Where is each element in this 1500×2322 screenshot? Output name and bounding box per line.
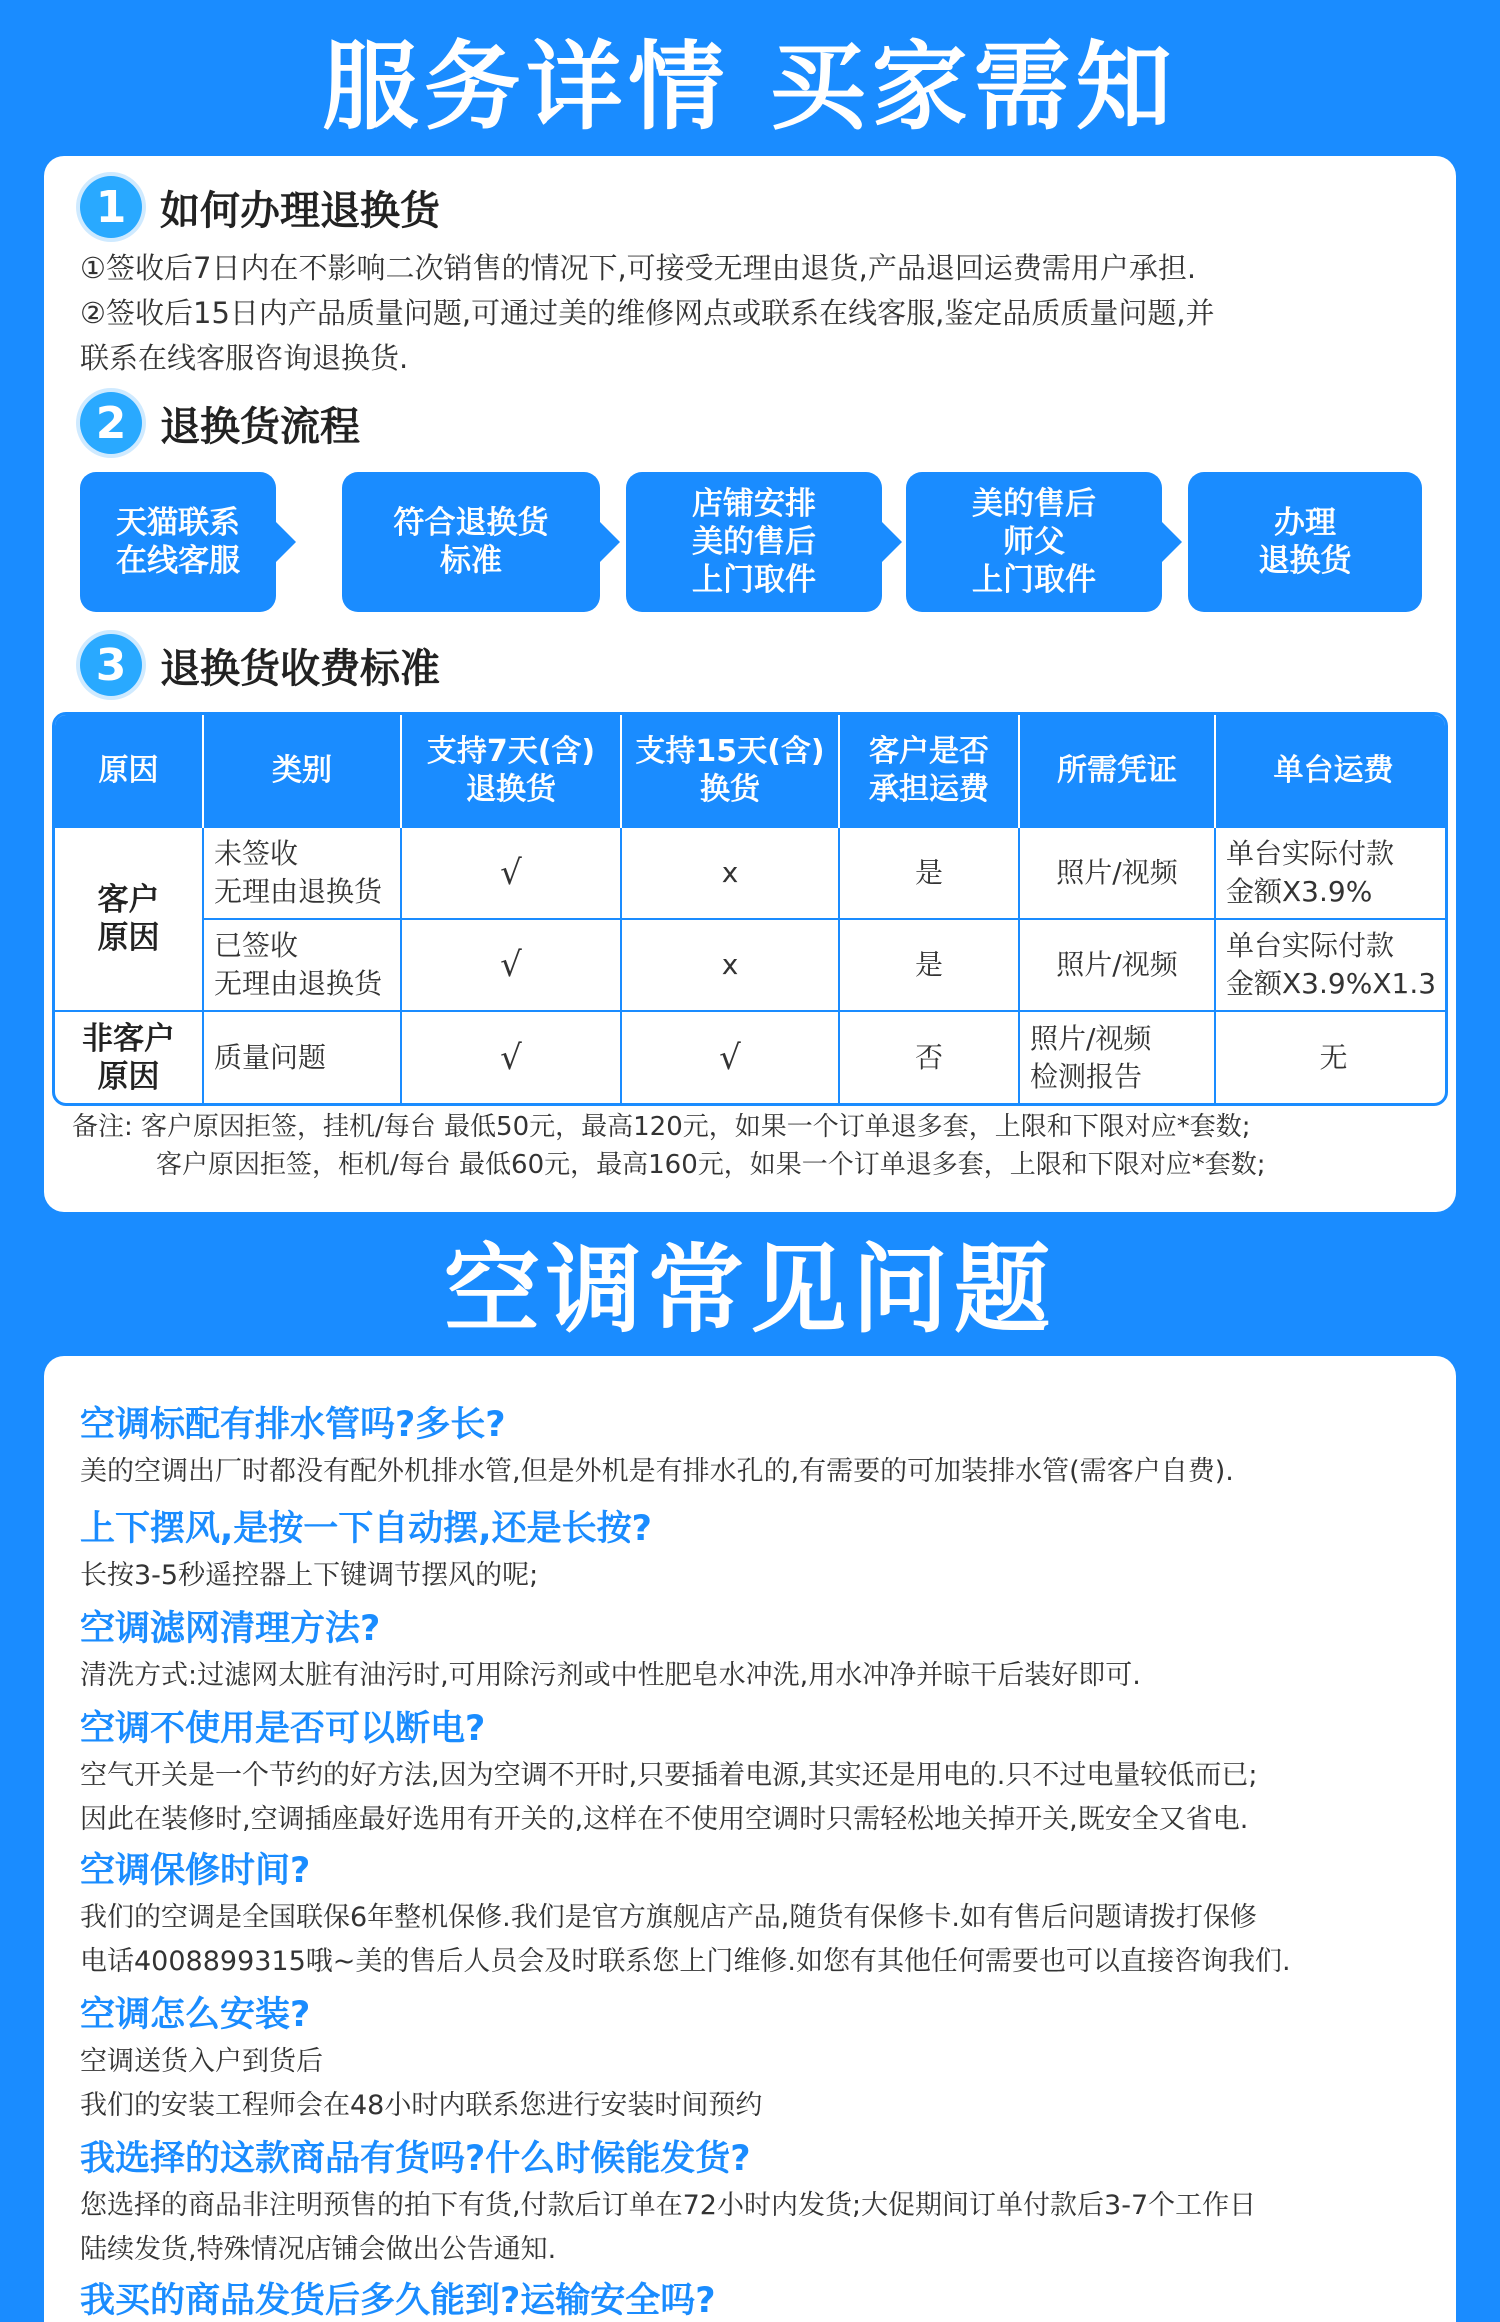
section-header-return-method [80,172,440,242]
faq-question: 我选择的这款商品有货吗?什么时候能发货? [80,2139,751,2179]
proof-cell: 照片/视频 [1019,919,1215,1011]
faq-question: 我买的商品发货后多久能到?运输安全吗? [80,2281,716,2321]
faq-item [80,2134,1440,2272]
column-header: 原因 [55,715,203,827]
policy-line: ②签收后15日内产品质量问题,可通过美的维修网点或联系在线客服,鉴定品质质量问题,并 [80,296,1215,330]
faq-item [80,1400,1440,1494]
table-row [55,827,1448,919]
support-15day-cell: √ [621,1011,839,1103]
column-header: 类别 [203,715,401,827]
return-policy-text [80,246,1430,381]
flow-arrow-icon [276,522,296,562]
freight-cell: 是 [839,827,1019,919]
freight-cell: 否 [839,1011,1019,1103]
support-15day-cell: x [621,827,839,919]
fee-cell: 单台实际付款 金额X3.9% [1215,827,1448,919]
note-line: 客户原因拒签，柜机/每台 最低60元，最高160元，如果一个订单退多套，上限和下限对应*套数; [156,1150,1266,1180]
reason-cell: 客户 原因 [55,827,203,1011]
freight-cell: 是 [839,919,1019,1011]
section-title: 退换货收费标准 [160,645,440,692]
fee-cell: 单台实际付款 金额X3.9%X1.3 [1215,919,1448,1011]
faq-question: 空调滤网清理方法? [80,1609,381,1649]
faq-question: 空调不使用是否可以断电? [80,1709,486,1749]
column-header: 单台运费 [1215,715,1448,827]
column-header: 支持7天(含) 退换货 [401,715,621,827]
category-cell: 未签收 无理由退换货 [203,827,401,919]
section-header-return-flow [80,388,360,458]
column-header: 所需凭证 [1019,715,1215,827]
number-badge: 2 [80,392,142,454]
fee-note [72,1108,1266,1184]
flow-arrow-icon [600,522,620,562]
faq-title: 空调常见问题 [444,1234,1056,1346]
faq-item [80,1846,1440,1984]
support-7day-cell: √ [401,1011,621,1103]
section-header-fee-standard [80,630,440,700]
flow-step: 店铺安排 美的售后 上门取件 [626,472,882,612]
faq-answer: 美的空调出厂时都没有配外机排水管,但是外机是有排水孔的,有需要的可加装排水管(需客户自费). [80,1456,1234,1487]
faq-question: 空调标配有排水管吗?多长? [80,1405,506,1445]
faq-answer: 我们的空调是全国联保6年整机保修.我们是官方旗舰店产品,随货有保修卡.如有售后问题请拨打保修 [80,1902,1257,1933]
flow-step: 符合退换货 标准 [342,472,600,612]
note-line: 客户原因拒签，挂机/每台 最低50元，最高120元，如果一个订单退多套，上限和下限对应*套数; [141,1112,1251,1142]
number-badge: 3 [80,634,142,696]
proof-cell: 照片/视频 [1019,827,1215,919]
faq-answer: 您选择的商品非注明预售的拍下有货,付款后订单在72小时内发货;大促期间订单付款后3-7个工作日 [80,2190,1257,2221]
faq-answer: 因此在装修时,空调插座最好选用有开关的,这样在不使用空调时只需轻松地关掉开关,既安全又省电. [80,1804,1249,1835]
faq-answer: 长按3-5秒遥控器上下键调节摆风的呢; [80,1560,539,1591]
faq-answer: 陆续发货,特殊情况店铺会做出公告通知. [80,2234,557,2265]
section-title: 退换货流程 [160,403,360,450]
faq-answer: 我们的安装工程师会在48小时内联系您进行安装时间预约 [80,2090,763,2121]
faq-item [80,1990,1440,2128]
flow-step: 天猫联系 在线客服 [80,472,276,612]
faq-item [80,1704,1440,1842]
faq-card [44,1356,1456,2322]
page-title: 服务详情 买家需知 [322,31,1178,143]
service-card [44,156,1456,1212]
faq-question: 上下摆风,是按一下自动摆,还是长按? [80,1509,652,1549]
faq-answer: 电话4008899315哦~美的售后人员会及时联系您上门维修.如您有其他任何需要也可以直接咨询我们. [80,1946,1291,1977]
faq-question: 空调保修时间? [80,1851,311,1891]
policy-line: ①签收后7日内在不影响二次销售的情况下,可接受无理由退货,产品退回运费需用户承担. [80,251,1197,285]
category-cell: 已签收 无理由退换货 [203,919,401,1011]
support-15day-cell: x [621,919,839,1011]
proof-cell: 照片/视频 检测报告 [1019,1011,1215,1103]
table-header-row [55,715,1448,827]
flow-arrow-icon [1162,522,1182,562]
faq-answer: 空调送货入户到货后 [80,2046,323,2077]
faq-answer: 空气开关是一个节约的好方法,因为空调不开时,只要插着电源,其实还是用电的.只不过电量较低而已; [80,1760,1258,1791]
support-7day-cell: √ [401,827,621,919]
flow-step: 办理 退换货 [1188,472,1422,612]
table-row [55,919,1448,1011]
faq-item [80,1604,1440,1698]
fee-cell: 无 [1215,1011,1448,1103]
table-row [55,1011,1448,1103]
return-flow [80,472,1420,612]
fee-table [52,712,1448,1106]
column-header: 支持15天(含) 换货 [621,715,839,827]
faq-item [80,2276,1440,2322]
faq-item [80,1504,1440,1598]
reason-cell: 非客户 原因 [55,1011,203,1103]
faq-question: 空调怎么安装? [80,1995,311,2035]
flow-step: 美的售后 师父 上门取件 [906,472,1162,612]
flow-arrow-icon [882,522,902,562]
note-label: 备注: [72,1112,133,1142]
faq-answer: 清洗方式:过滤网太脏有油污时,可用除污剂或中性肥皂水冲洗,用水冲净并晾干后装好即可. [80,1660,1141,1691]
policy-line: 联系在线客服咨询退换货. [80,341,409,375]
category-cell: 质量问题 [203,1011,401,1103]
column-header: 客户是否 承担运费 [839,715,1019,827]
support-7day-cell: √ [401,919,621,1011]
section-title: 如何办理退换货 [160,187,440,234]
number-badge: 1 [80,176,142,238]
